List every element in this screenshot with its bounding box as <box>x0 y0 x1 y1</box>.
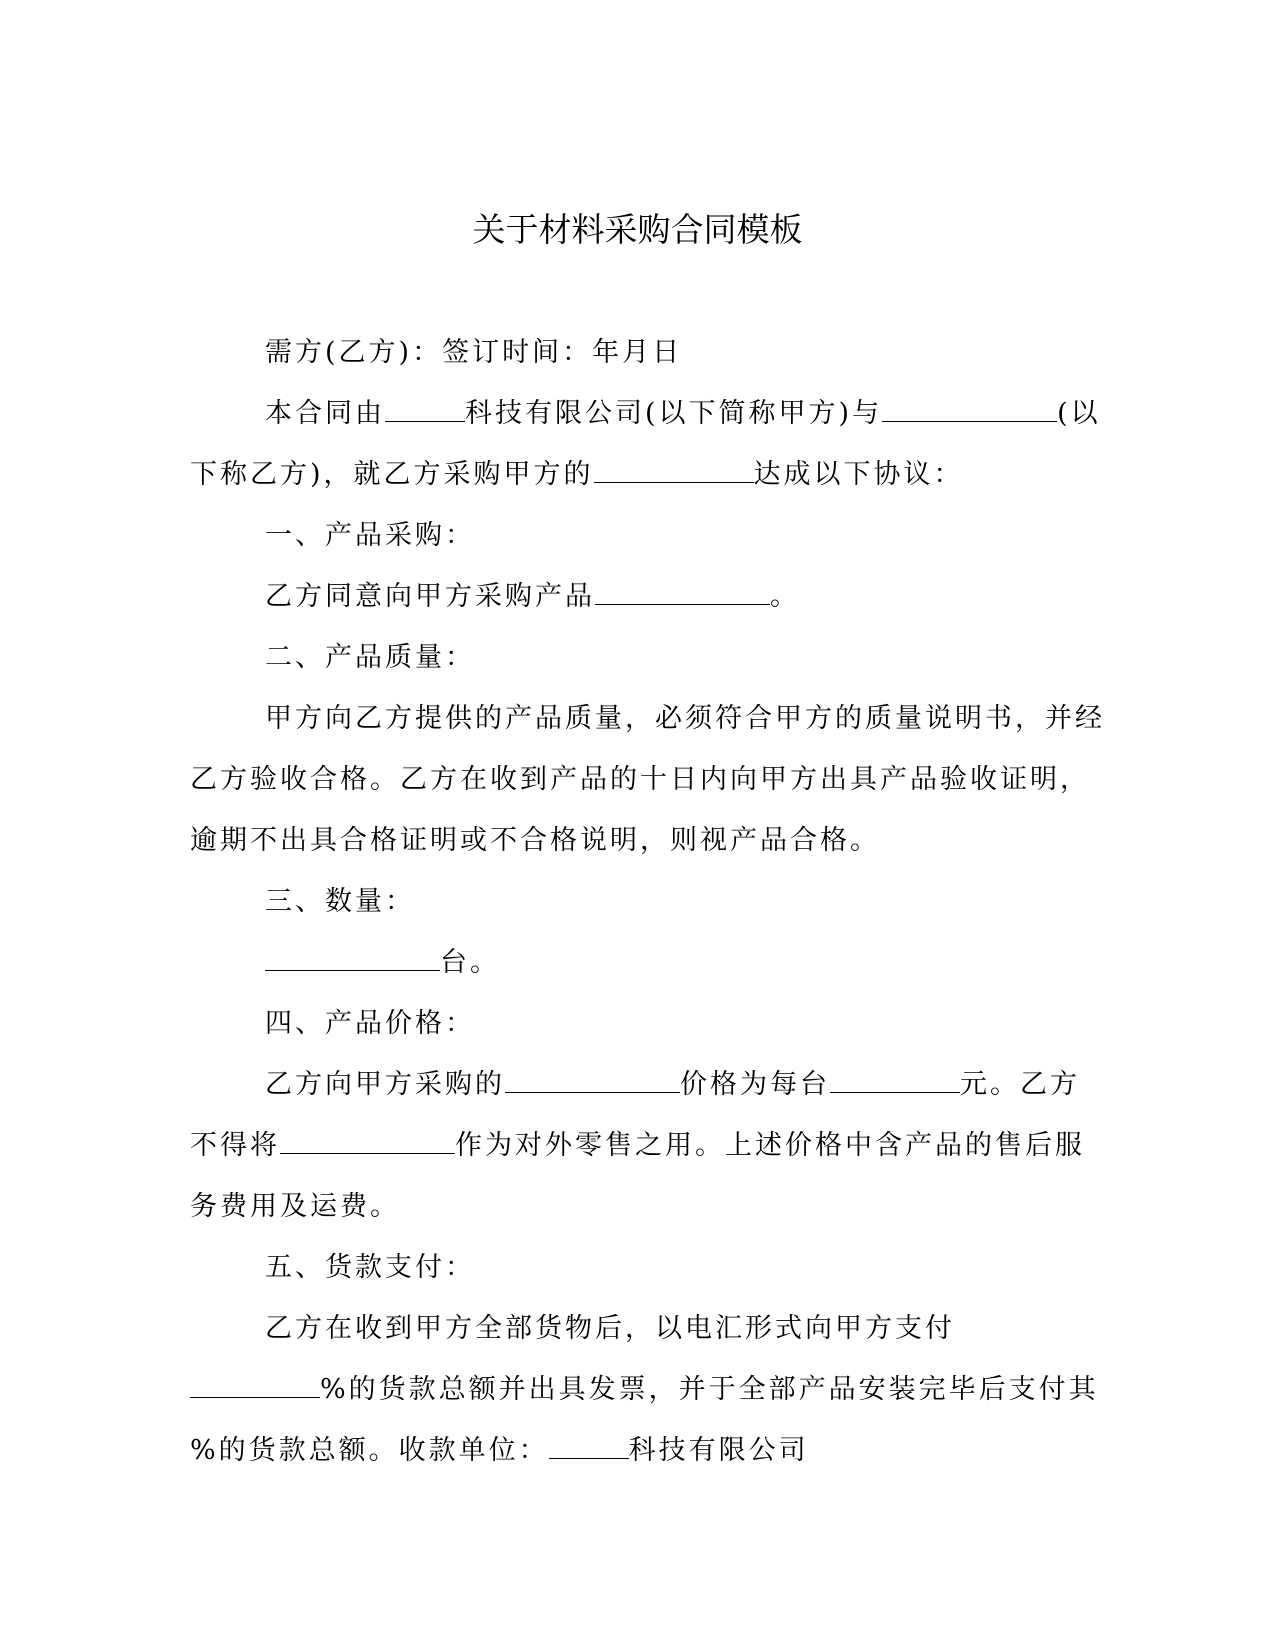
blank-line <box>882 397 1057 422</box>
section-heading-2 <box>190 627 1090 688</box>
text: 科技有限公司(以下简称甲方)与 <box>465 398 883 429</box>
heading-text: 三、数量： <box>265 886 415 917</box>
text: 台。 <box>440 947 500 978</box>
text: 务费用及运费。 <box>190 1191 400 1222</box>
document-body <box>190 322 1105 1481</box>
intro-line-1 <box>190 383 1101 444</box>
text: %的货款总额。收款单位： <box>190 1435 549 1466</box>
text: 不得将 <box>190 1130 280 1161</box>
quality-line-3 <box>190 810 1090 871</box>
text: 乙方向甲方采购的 <box>265 1069 505 1100</box>
quality-line-1 <box>190 688 1105 749</box>
quality-line-2 <box>190 749 1090 810</box>
heading-text: 五、货款支付： <box>265 1252 475 1283</box>
blank-line <box>549 1434 629 1459</box>
text: 元。乙方 <box>960 1069 1080 1100</box>
section-heading-3 <box>190 871 1090 932</box>
text: 逾期不出具合格证明或不合格说明，则视产品合格。 <box>190 825 880 856</box>
price-line-2 <box>190 1115 1090 1176</box>
section-heading-1 <box>190 505 1090 566</box>
blank-line <box>190 1373 320 1398</box>
blank-line <box>830 1068 960 1093</box>
text: 乙方同意向甲方采购产品 <box>265 581 595 612</box>
blank-line <box>595 580 770 605</box>
quantity-line <box>190 932 1090 993</box>
text: 甲方向乙方提供的产品质量，必须符合甲方的质量说明书，并经 <box>265 703 1105 734</box>
text: 乙方验收合格。乙方在收到产品的十日内向甲方出具产品验收证明， <box>190 764 1090 795</box>
blank-line <box>265 946 440 971</box>
text: 乙方在收到甲方全部货物后，以电汇形式向甲方支付 <box>265 1313 955 1344</box>
price-line-1 <box>190 1054 1090 1115</box>
blank-line <box>280 1129 455 1154</box>
intro-line-2 <box>190 444 1090 505</box>
document-title: 关于材料采购合同模板 <box>472 210 803 249</box>
text: 科技有限公司 <box>628 1435 809 1466</box>
heading-text: 一、产品采购： <box>265 520 475 551</box>
blank-line <box>505 1068 680 1093</box>
text: 达成以下协议： <box>753 459 964 490</box>
heading-text: 二、产品质量： <box>265 642 475 673</box>
text: 。 <box>770 581 800 612</box>
section-heading-5 <box>190 1237 1090 1298</box>
signing-text: 需方(乙方)：签订时间：年月日 <box>265 337 683 368</box>
heading-text: 四、产品价格： <box>265 1008 475 1039</box>
text: 下称乙方)，就乙方采购甲方的 <box>190 459 594 490</box>
payment-line-1 <box>190 1298 1090 1359</box>
text: 价格为每台 <box>680 1069 830 1100</box>
text: 本合同由 <box>265 398 385 429</box>
signing-line <box>190 322 1090 383</box>
purchase-line <box>190 566 1090 627</box>
payment-line-3 <box>190 1420 1090 1481</box>
blank-line <box>594 458 754 483</box>
blank-line <box>385 397 465 422</box>
text: %的货款总额并出具发票，并于全部产品安装完毕后支付其 <box>320 1374 1099 1405</box>
text: (以 <box>1057 398 1101 429</box>
section-heading-4 <box>190 993 1090 1054</box>
text: 作为对外零售之用。上述价格中含产品的售后服 <box>455 1130 1085 1161</box>
price-line-3 <box>190 1176 1090 1237</box>
payment-line-2 <box>190 1359 1099 1420</box>
